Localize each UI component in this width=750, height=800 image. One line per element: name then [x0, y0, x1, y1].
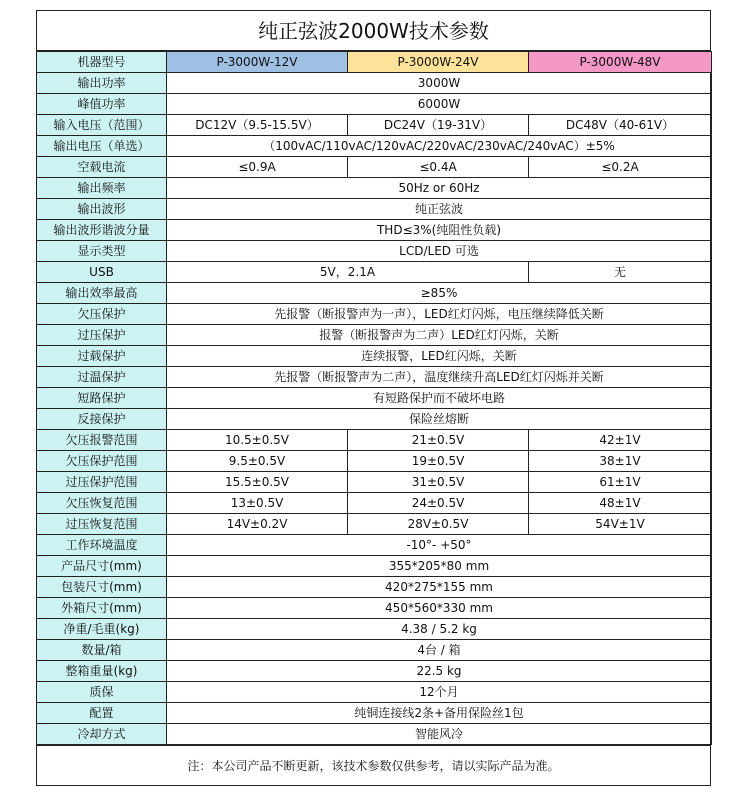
table-row — [37, 514, 712, 535]
row-label: 空载电流 — [37, 157, 167, 178]
value-cell: 54V±1V — [529, 514, 712, 535]
row-label: 欠压报警范围 — [37, 430, 167, 451]
value-cell: DC48V（40-61V） — [529, 115, 712, 136]
value-cell: 10.5±0.5V — [167, 430, 348, 451]
table-row — [37, 451, 712, 472]
value-cell: 15.5±0.5V — [167, 472, 348, 493]
value-cell: 31±0.5V — [348, 472, 529, 493]
row-label: 配置 — [37, 703, 167, 724]
value-cell: 先报警（断报警声为一声），LED红灯闪烁，电压继续降低关断 — [167, 304, 712, 325]
row-label: 过温保护 — [37, 367, 167, 388]
table-row — [37, 598, 712, 619]
model-header-cell: P-3000W-48V — [529, 52, 712, 73]
value-cell: 先报警（断报警声为二声），温度继续升高LED红灯闪烁并关断 — [167, 367, 712, 388]
table-row — [37, 220, 712, 241]
row-label: 过压保护 — [37, 325, 167, 346]
row-label: 过压保护范围 — [37, 472, 167, 493]
row-label: 欠压保护范围 — [37, 451, 167, 472]
value-cell: 420*275*155 mm — [167, 577, 712, 598]
value-cell: 连续报警，LED红闪烁，关断 — [167, 346, 712, 367]
row-label: 输出波形 — [37, 199, 167, 220]
value-cell: 50Hz or 60Hz — [167, 178, 712, 199]
table-row — [37, 283, 712, 304]
value-cell: 355*205*80 mm — [167, 556, 712, 577]
footer-note: 注：本公司产品不断更新，该技术参数仅供参考，请以实际产品为准。 — [37, 745, 710, 785]
value-cell: 3000W — [167, 73, 712, 94]
value-cell: DC12V（9.5-15.5V） — [167, 115, 348, 136]
value-cell: 无 — [529, 262, 712, 283]
value-cell: 有短路保护而不破坏电路 — [167, 388, 712, 409]
value-cell: 38±1V — [529, 451, 712, 472]
row-label: 过载保护 — [37, 346, 167, 367]
row-label: 数量/箱 — [37, 640, 167, 661]
table-row — [37, 724, 712, 745]
value-cell: 纯正弦波 — [167, 199, 712, 220]
value-cell: 19±0.5V — [348, 451, 529, 472]
table-row — [37, 535, 712, 556]
row-label: 输出功率 — [37, 73, 167, 94]
table-row — [37, 115, 712, 136]
table-row — [37, 304, 712, 325]
row-label: 外箱尺寸(mm) — [37, 598, 167, 619]
value-cell: DC24V（19-31V） — [348, 115, 529, 136]
row-label: 包装尺寸(mm) — [37, 577, 167, 598]
value-cell: 21±0.5V — [348, 430, 529, 451]
value-cell: 6000W — [167, 94, 712, 115]
spec-sheet — [36, 10, 711, 786]
table-row — [37, 367, 712, 388]
value-cell: 9.5±0.5V — [167, 451, 348, 472]
value-cell: 48±1V — [529, 493, 712, 514]
value-cell: （100vAC/110vAC/120vAC/220vAC/230vAC/240vAC）±5% — [167, 136, 712, 157]
spec-table — [36, 51, 712, 745]
row-label: 产品尺寸(mm) — [37, 556, 167, 577]
row-label: USB — [37, 262, 167, 283]
table-row — [37, 577, 712, 598]
value-cell: 42±1V — [529, 430, 712, 451]
value-cell: -10°- +50° — [167, 535, 712, 556]
row-label: 反接保护 — [37, 409, 167, 430]
value-cell: 450*560*330 mm — [167, 598, 712, 619]
table-row — [37, 199, 712, 220]
row-label: 输出效率最高 — [37, 283, 167, 304]
value-cell: 24±0.5V — [348, 493, 529, 514]
table-row — [37, 556, 712, 577]
table-row — [37, 703, 712, 724]
table-row — [37, 682, 712, 703]
value-cell: 61±1V — [529, 472, 712, 493]
model-header-cell: P-3000W-24V — [348, 52, 529, 73]
row-label: 工作环境温度 — [37, 535, 167, 556]
table-row — [37, 136, 712, 157]
table-row — [37, 241, 712, 262]
value-cell: 12个月 — [167, 682, 712, 703]
table-row — [37, 619, 712, 640]
row-label: 输出电压（单选） — [37, 136, 167, 157]
value-cell: 报警（断报警声为二声）LED红灯闪烁，关断 — [167, 325, 712, 346]
value-cell: 保险丝熔断 — [167, 409, 712, 430]
row-label: 欠压恢复范围 — [37, 493, 167, 514]
table-row — [37, 325, 712, 346]
value-cell: 5V，2.1A — [167, 262, 529, 283]
row-label: 短路保护 — [37, 388, 167, 409]
value-cell: 28V±0.5V — [348, 514, 529, 535]
value-cell: ≤0.9A — [167, 157, 348, 178]
table-row — [37, 661, 712, 682]
value-cell: 22.5 kg — [167, 661, 712, 682]
row-label: 输出频率 — [37, 178, 167, 199]
row-label: 欠压保护 — [37, 304, 167, 325]
value-cell: 14V±0.2V — [167, 514, 348, 535]
value-cell: ≥85% — [167, 283, 712, 304]
model-header-cell: P-3000W-12V — [167, 52, 348, 73]
table-row — [37, 388, 712, 409]
table-row — [37, 409, 712, 430]
table-row — [37, 493, 712, 514]
row-label: 质保 — [37, 682, 167, 703]
table-row — [37, 640, 712, 661]
value-cell: ≤0.2A — [529, 157, 712, 178]
value-cell: LCD/LED 可选 — [167, 241, 712, 262]
page-title: 纯正弦波2000W技术参数 — [37, 11, 710, 51]
row-label: 输出波形谐波分量 — [37, 220, 167, 241]
row-label: 机器型号 — [37, 52, 167, 73]
table-row — [37, 346, 712, 367]
table-row — [37, 52, 712, 73]
row-label: 过压恢复范围 — [37, 514, 167, 535]
value-cell: 4.38 / 5.2 kg — [167, 619, 712, 640]
row-label: 冷却方式 — [37, 724, 167, 745]
table-row — [37, 73, 712, 94]
value-cell: 智能风冷 — [167, 724, 712, 745]
value-cell: 4台 / 箱 — [167, 640, 712, 661]
row-label: 峰值功率 — [37, 94, 167, 115]
value-cell: 13±0.5V — [167, 493, 348, 514]
value-cell: THD≤3%(纯阻性负载) — [167, 220, 712, 241]
table-row — [37, 430, 712, 451]
row-label: 显示类型 — [37, 241, 167, 262]
table-row — [37, 94, 712, 115]
row-label: 整箱重量(kg) — [37, 661, 167, 682]
row-label: 净重/毛重(kg) — [37, 619, 167, 640]
table-row — [37, 178, 712, 199]
table-row — [37, 262, 712, 283]
row-label: 输入电压（范围） — [37, 115, 167, 136]
value-cell: ≤0.4A — [348, 157, 529, 178]
value-cell: 纯铜连接线2条+备用保险丝1包 — [167, 703, 712, 724]
table-row — [37, 472, 712, 493]
table-row — [37, 157, 712, 178]
